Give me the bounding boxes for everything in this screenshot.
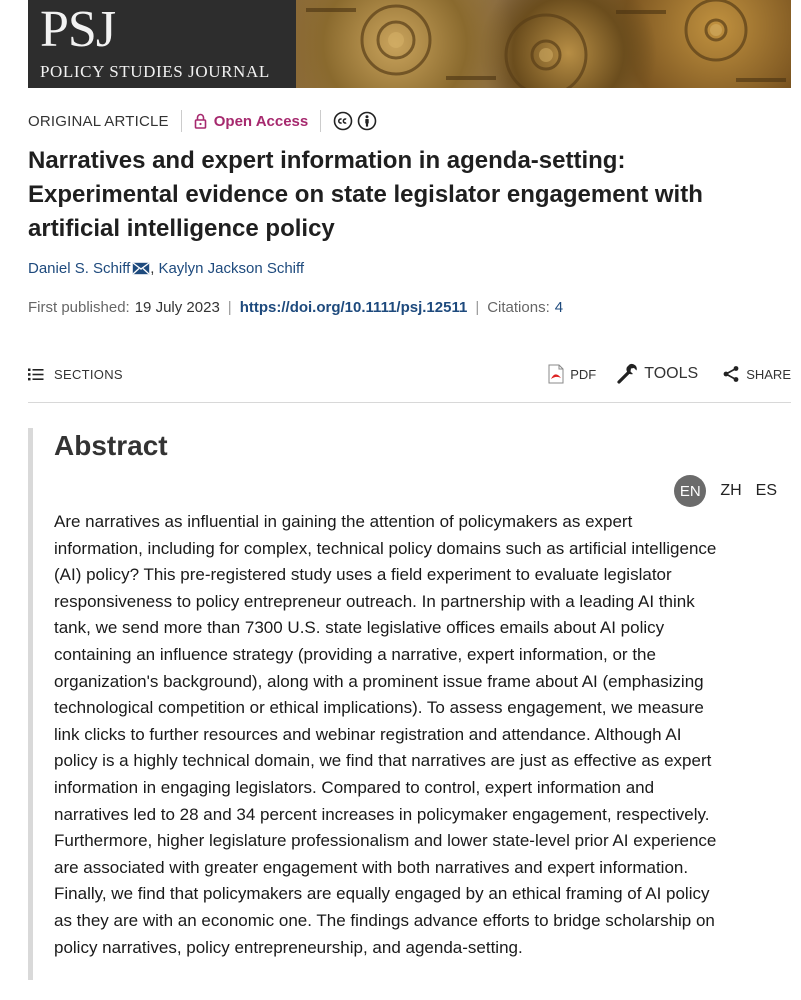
abstract-line: tank, we send more than 7300 U.S. state legislative offices emails about AI policy bbox=[54, 618, 665, 638]
divider bbox=[320, 110, 321, 132]
abstract-line: policy is a highly technical domain, we find that narratives are just as effective as expert bbox=[54, 751, 712, 771]
language-option-en[interactable]: EN bbox=[674, 475, 706, 507]
abstract-line: organization's background), along with a prominent issue frame about AI (emphasizing bbox=[54, 671, 704, 691]
abstract-line: Furthermore, higher legislature professionalism and lower state-level prior AI experience bbox=[54, 831, 717, 851]
author-link[interactable]: Kaylyn Jackson Schiff bbox=[158, 260, 305, 277]
author-separator: , bbox=[150, 260, 155, 277]
language-option-zh[interactable]: ZH bbox=[720, 482, 742, 499]
abstract-line: Are narratives as influential in gaining the attention of policymakers as expert bbox=[54, 512, 633, 531]
pdf-button[interactable] bbox=[548, 364, 596, 384]
abstract-heading: Abstract bbox=[54, 430, 168, 461]
abstract-line: responsiveness to policy entrepreneur outreach. In partnership with a leading AI think bbox=[54, 591, 695, 611]
banner-gears-image bbox=[296, 0, 791, 88]
abstract-line: technological competition or ethical implications). To assess engagement, we measure bbox=[54, 698, 704, 718]
divider bbox=[181, 110, 182, 132]
author-list bbox=[28, 260, 304, 277]
share-icon bbox=[722, 365, 740, 383]
attribution-icon[interactable] bbox=[357, 111, 377, 131]
journal-name: POLICY STUDIES JOURNAL bbox=[40, 62, 270, 81]
tools-button[interactable] bbox=[616, 363, 698, 385]
abstract-line: information in engaging legislators. Compared to control, expert information and bbox=[54, 777, 655, 797]
language-option-es[interactable]: ES bbox=[755, 482, 777, 499]
language-switcher bbox=[674, 475, 777, 507]
list-icon bbox=[28, 368, 44, 381]
journal-logo[interactable] bbox=[28, 0, 296, 88]
sections-label: SECTIONS bbox=[54, 366, 123, 382]
pdf-icon bbox=[548, 364, 564, 384]
toolbar-actions bbox=[548, 363, 791, 385]
toolbar-divider bbox=[28, 402, 791, 403]
journal-banner[interactable] bbox=[28, 0, 791, 88]
abstract-line: information, including for complex, technical policy domains such as artificial intelligence bbox=[54, 538, 717, 558]
tools-label: TOOLS bbox=[644, 365, 699, 382]
sections-button[interactable] bbox=[28, 367, 123, 382]
abstract-section bbox=[28, 428, 791, 980]
share-button[interactable] bbox=[722, 365, 791, 383]
pdf-label: PDF bbox=[570, 366, 597, 382]
abstract-line: containing an influence strategy (providing a narrative, expert information, or the bbox=[54, 644, 656, 664]
publication-info bbox=[28, 299, 563, 316]
creative-commons-icon[interactable] bbox=[333, 111, 353, 131]
article-meta-row bbox=[28, 108, 377, 134]
article-title: Narratives and expert information in agenda-setting: Experimental evidence on state legislator engagement with artificial intelligence policy bbox=[28, 147, 703, 242]
wrench-icon bbox=[616, 363, 638, 385]
citations-count-link[interactable]: 4 bbox=[554, 299, 564, 316]
abstract-line: policy narratives, policy entrepreneurship, and agenda-setting. bbox=[54, 937, 523, 957]
journal-acronym: PSJ bbox=[40, 1, 116, 58]
doi-link[interactable]: https://doi.org/10.1111/psj.12511 bbox=[239, 299, 468, 316]
abstract-line: (AI) policy? This pre-registered study uses a field experiment to evaluate legislator bbox=[54, 565, 672, 585]
abstract-line: are associated with greater engagement with both narratives and expert information. bbox=[54, 857, 689, 877]
unlock-icon bbox=[194, 113, 207, 129]
abstract-line: as they are with an economic one. The findings advance efforts to bridge scholarship on bbox=[54, 910, 715, 930]
abstract-line: Finally, we find that policymakers are equally engaged by an ethical framing of AI policy bbox=[54, 884, 710, 904]
license-icons[interactable] bbox=[333, 111, 377, 131]
published-label: First published: bbox=[28, 299, 130, 316]
open-access-badge bbox=[194, 113, 309, 130]
open-access-label: Open Access bbox=[213, 112, 309, 130]
citations-label: Citations: bbox=[487, 299, 550, 316]
abstract-line: narratives led to 28 and 34 percent increases in policymaker engagement, respectively. bbox=[54, 804, 710, 824]
article-toolbar bbox=[28, 360, 791, 388]
abstract-text bbox=[54, 509, 794, 961]
article-type: ORIGINAL ARTICLE bbox=[28, 112, 169, 130]
divider: | bbox=[475, 299, 480, 316]
author-link[interactable]: Daniel S. Schiff bbox=[28, 260, 131, 277]
published-date: 19 July 2023 bbox=[134, 299, 220, 316]
share-label: SHARE bbox=[746, 366, 791, 382]
email-icon[interactable] bbox=[132, 262, 150, 275]
divider: | bbox=[227, 299, 232, 316]
abstract-line: link clicks to further resources and webinar registration and attendance. Although AI bbox=[54, 724, 682, 744]
